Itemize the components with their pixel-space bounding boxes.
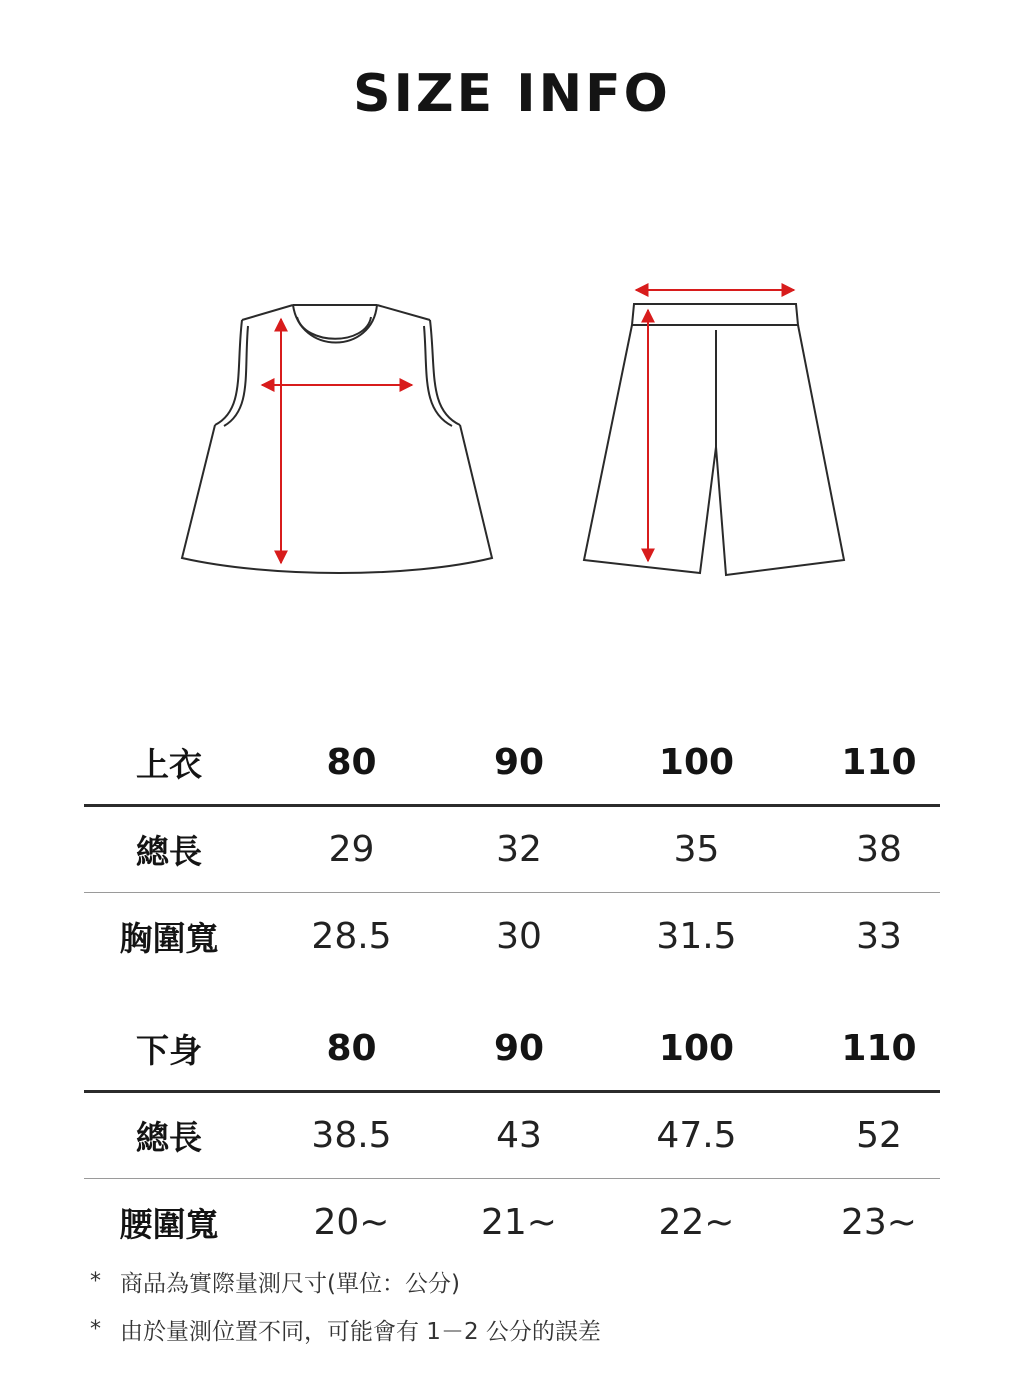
page-title: SIZE INFO bbox=[353, 64, 671, 124]
table-cell: 20~ bbox=[313, 1201, 390, 1243]
bottom-size-table bbox=[84, 1006, 940, 1265]
table-row bbox=[84, 1093, 940, 1179]
table-header-label: 下身 bbox=[136, 1030, 202, 1070]
table-cell: 29 bbox=[328, 829, 375, 870]
table-cell: 38 bbox=[856, 829, 902, 870]
size-90-header: 90 bbox=[493, 741, 545, 783]
table-cell: 28.5 bbox=[311, 915, 392, 957]
table-cell: 31.5 bbox=[656, 915, 737, 957]
table-row bbox=[84, 807, 940, 893]
table-cell: 23~ bbox=[841, 1201, 917, 1243]
size-110-header: 110 bbox=[841, 741, 917, 783]
table-cell: 43 bbox=[496, 1115, 542, 1156]
row-label: 總長 bbox=[136, 1118, 202, 1157]
table-cell: 32 bbox=[496, 829, 542, 870]
note-item bbox=[90, 1262, 601, 1300]
note-item bbox=[90, 1310, 601, 1348]
table-cell: 30 bbox=[496, 915, 542, 957]
size-100-header: 100 bbox=[658, 1027, 735, 1069]
notes bbox=[90, 1262, 601, 1358]
table-header-label: 上衣 bbox=[136, 744, 202, 784]
asterisk-icon: * bbox=[90, 1268, 101, 1294]
garment-illustration bbox=[0, 280, 1024, 600]
table-row bbox=[84, 1179, 940, 1265]
row-label: 胸圍寬 bbox=[119, 918, 219, 958]
size-100-header: 100 bbox=[658, 741, 735, 783]
table-cell: 47.5 bbox=[656, 1115, 737, 1156]
table-header-row bbox=[84, 720, 940, 807]
table-cell: 22~ bbox=[658, 1201, 735, 1243]
table-header-row bbox=[84, 1006, 940, 1093]
table-row bbox=[84, 893, 940, 979]
tank-top-measure-arrows bbox=[262, 319, 412, 563]
table-cell: 21~ bbox=[481, 1201, 557, 1243]
row-label: 腰圍寬 bbox=[119, 1204, 219, 1244]
table-cell: 38.5 bbox=[311, 1115, 392, 1156]
table-cell: 52 bbox=[856, 1115, 902, 1156]
tank-top-icon bbox=[182, 305, 492, 573]
size-80-header: 80 bbox=[326, 1027, 377, 1069]
row-label: 總長 bbox=[136, 832, 202, 871]
table-cell: 35 bbox=[673, 829, 720, 870]
size-80-header: 80 bbox=[326, 741, 377, 783]
size-110-header: 110 bbox=[841, 1027, 917, 1069]
size-90-header: 90 bbox=[493, 1027, 545, 1069]
table-cell: 33 bbox=[856, 915, 902, 957]
shorts-icon bbox=[584, 304, 844, 575]
note-text: 商品為實際量測尺寸(單位：公分) bbox=[120, 1270, 460, 1297]
top-size-table bbox=[84, 720, 940, 979]
asterisk-icon: * bbox=[90, 1316, 101, 1342]
note-text: 由於量測位置不同，可能會有 1－2 公分的誤差 bbox=[120, 1318, 601, 1345]
